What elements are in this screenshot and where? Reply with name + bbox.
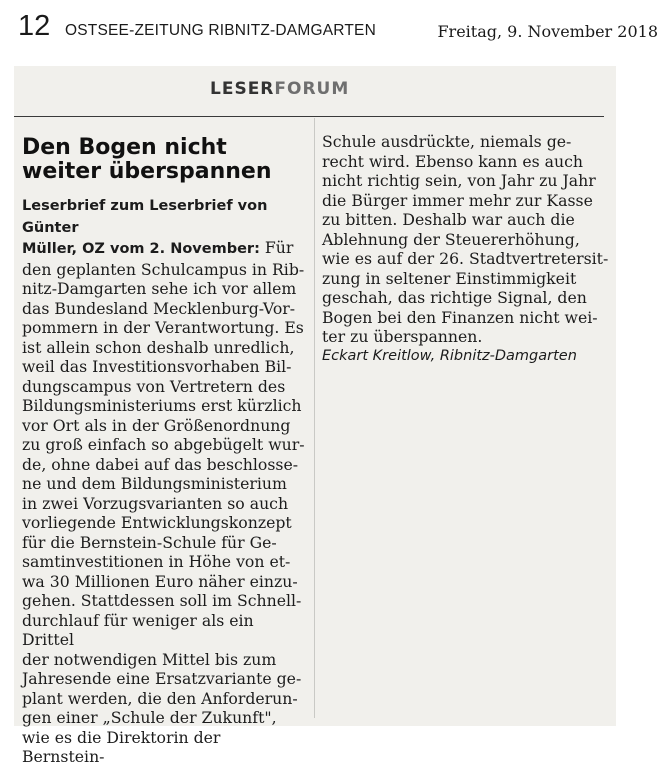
article-lead: Leserbrief zum Leserbrief von Günter Müller, OZ vom 2. November: bbox=[22, 198, 268, 257]
section-label bbox=[210, 79, 349, 99]
article-column-1 bbox=[22, 136, 307, 767]
article-body-part2: Schule ausdrückte, niemals ge- recht wird. Ebenso kann es auch nicht richtig sein, von Jahr zu Jahr die Bürger immer mehr zur Kasse zu bitten. Deshalb war auch die Ablehnung der Steuererhöhung, wie es auf der 26. Stadtvertretersit- zung in seltener Einstimmigkeit geschah, das richtige Signal, den Bogen bei den Finanzen nicht wei- ter zu überspannen. bbox=[322, 132, 609, 346]
section-rule bbox=[14, 116, 604, 117]
article-clipping bbox=[14, 66, 616, 766]
section-label-part1: LESER bbox=[210, 79, 275, 99]
column-divider bbox=[314, 118, 315, 718]
article-text-col1: Für den geplanten Schulcampus in Rib- nitz-Damgarten sehe ich vor allem das Bundesland Mecklenburg-Vor- pommern in der Verantwortung. Es ist allein schon deshalb unredlich, weil das Investitionsvorhaben Bil- dungscampus von Vertretern des Bildungsministeriums erst kürzlich vor Ort als in der Größenordnung zu groß einfach so abgebügelt wur- de, ohne dabei auf das beschlosse- ne und dem Bildungsministerium in zwei Vorzugsvarianten so auch vorliegende Entwicklungskonzept für die Bernstein-Schule für Ge- samtinvestitionen in Höhe von et- wa 30 Millionen Euro näher einzu- gehen. Stattdessen soll im Schnell- durchlauf für weniger als ein Drittel der notwendigen Mittel bis zum Jahresende eine Ersatzvariante ge- plant werden, die den Anforderun- gen einer „Schule der Zukunft", wie es die Direktorin der Bernstein- bbox=[22, 238, 305, 766]
page-number: 12 bbox=[18, 10, 51, 42]
issue-date: Freitag, 9. November 2018 bbox=[437, 22, 658, 41]
newspaper-name: OSTSEE-ZEITUNG RIBNITZ-DAMGARTEN bbox=[65, 22, 376, 39]
section-label-part2: FORUM bbox=[274, 79, 350, 99]
masthead bbox=[18, 6, 658, 46]
article-headline: Den Bogen nicht weiter überspannen bbox=[22, 135, 272, 184]
article-body-part1 bbox=[22, 195, 307, 767]
article-column-2 bbox=[322, 132, 610, 366]
article-signature: Eckart Kreitlow, Ribnitz-Damgarten bbox=[322, 347, 577, 364]
